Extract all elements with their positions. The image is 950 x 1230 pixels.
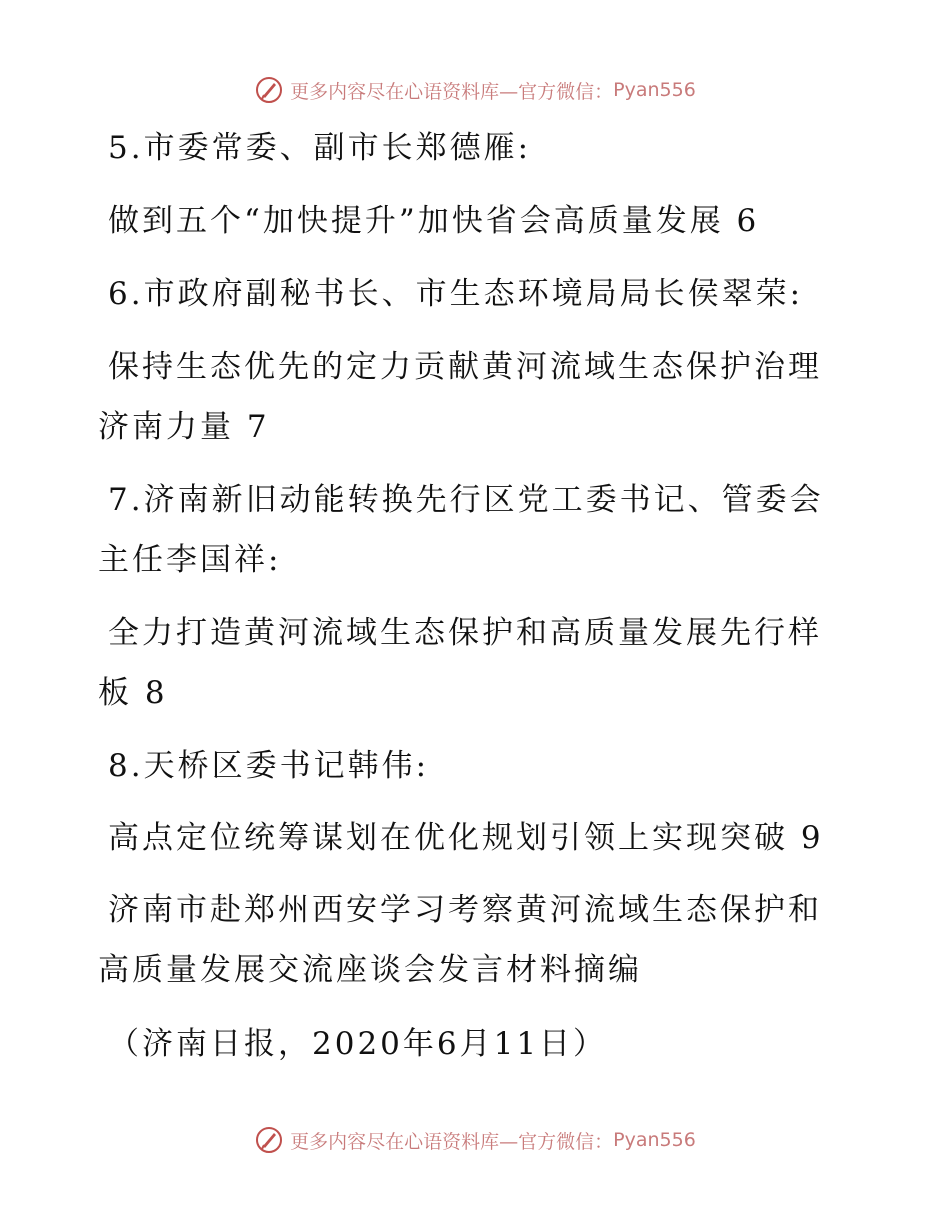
- watermark-text: 更多内容尽在心语资料库—官方微信：: [290, 80, 614, 103]
- toc-entry-title-continued: 板 8: [98, 675, 168, 711]
- toc-entry-title-continued: 济南力量 7: [98, 409, 270, 445]
- toc-entry-title: 高点定位统筹谋划在优化规划引领上实现突破 9: [108, 820, 824, 856]
- toc-entry-heading-continued: 主任李国祥:: [98, 542, 282, 578]
- toc-entry-title: 保持生态优先的定力贡献黄河流域生态保护治理: [108, 349, 822, 385]
- watermark-header: [0, 70, 950, 110]
- document-title-continued: 高质量发展交流座谈会发言材料摘编: [98, 952, 642, 988]
- watermark-wechat-id: Pyan556: [613, 1129, 696, 1151]
- source-note: （济南日报，2020年6月11日）: [108, 1026, 608, 1062]
- document-title: 济南市赴郑州西安学习考察黄河流域生态保护和: [108, 892, 822, 928]
- watermark-text: 更多内容尽在心语资料库—官方微信：: [290, 1130, 614, 1153]
- quill-pen-circle-icon: [254, 1125, 284, 1155]
- watermark-wechat-id: Pyan556: [613, 79, 696, 101]
- toc-entry-heading: 5.市委常委、副市长郑德雁:: [108, 130, 532, 166]
- toc-entry-heading: 6.市政府副秘书长、市生态环境局局长侯翠荣:: [108, 276, 804, 312]
- toc-entry-heading: 8.天桥区委书记韩伟:: [108, 748, 430, 784]
- quill-pen-circle-icon: [254, 75, 284, 105]
- toc-entry-title: 全力打造黄河流域生态保护和高质量发展先行样: [108, 615, 822, 651]
- toc-entry-heading: 7.济南新旧动能转换先行区党工委书记、管委会: [108, 482, 824, 518]
- toc-entry-title: 做到五个“加快提升”加快省会高质量发展 6: [108, 203, 760, 239]
- watermark-footer: [0, 1120, 950, 1160]
